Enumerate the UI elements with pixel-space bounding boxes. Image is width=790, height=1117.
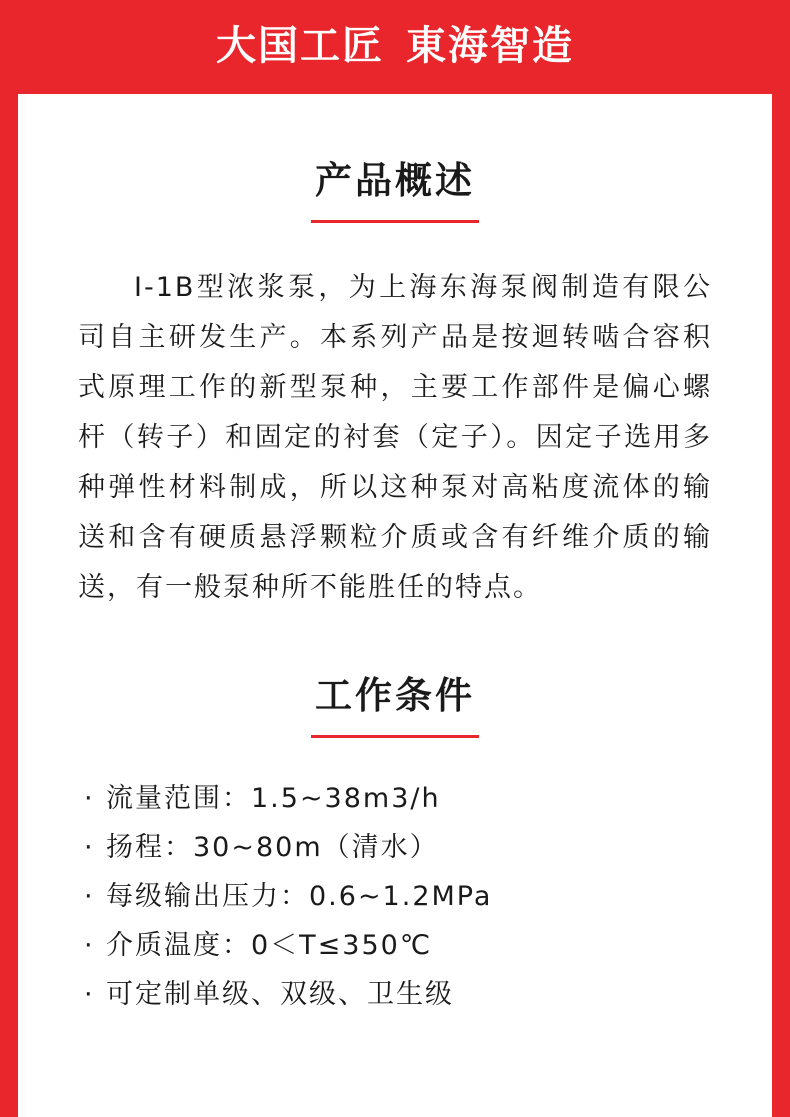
section-overview-header — [18, 156, 772, 223]
banner-inner — [216, 18, 574, 74]
banner-title-right: 東海智造 — [406, 23, 574, 69]
bullet-icon: · — [84, 783, 95, 814]
list-item — [84, 921, 772, 970]
list-item — [84, 823, 772, 872]
spacer-middle — [18, 613, 772, 671]
section-conditions-rule — [311, 735, 479, 738]
top-banner — [0, 0, 790, 94]
spacer-top — [18, 94, 772, 156]
page-content — [18, 94, 772, 1117]
banner-title-left: 大国工匠 — [216, 23, 384, 69]
spec-text: 流量范围：1.5~38m3/h — [106, 783, 441, 814]
list-item — [84, 872, 772, 921]
right-red-rail — [772, 0, 790, 1117]
list-item — [84, 774, 772, 823]
spec-text: 扬程：30~80m（清水） — [106, 832, 439, 863]
section-overview-rule — [311, 220, 479, 223]
bullet-icon: · — [84, 832, 95, 863]
section-conditions-header — [18, 671, 772, 738]
bullet-icon: · — [84, 881, 95, 912]
bullet-icon: · — [84, 930, 95, 961]
left-red-rail — [0, 0, 18, 1117]
list-item — [84, 970, 772, 1019]
section-conditions-title: 工作条件 — [315, 674, 475, 717]
spec-text: 可定制单级、双级、卫生级 — [106, 979, 454, 1010]
spec-text: 每级输出压力：0.6~1.2MPa — [106, 881, 493, 912]
spec-list — [18, 774, 772, 1019]
bullet-icon: · — [84, 979, 95, 1010]
section-overview-title: 产品概述 — [315, 159, 475, 202]
spec-text: 介质温度：0＜T≤350℃ — [106, 930, 433, 961]
section-overview-paragraph: I-1B型浓浆泵，为上海东海泵阀制造有限公司自主研发生产。本系列产品是按迴转啮合容积式原理工作的新型泵种，主要工作部件是偏心螺杆（转子）和固定的衬套（定子）。因定子选用多种弹性材料制成，所以这种泵对高粘度流体的输送和含有硬质悬浮颗粒介质或含有纤维介质的输送，有一般泵种所不能胜任的特点。 — [78, 272, 712, 603]
